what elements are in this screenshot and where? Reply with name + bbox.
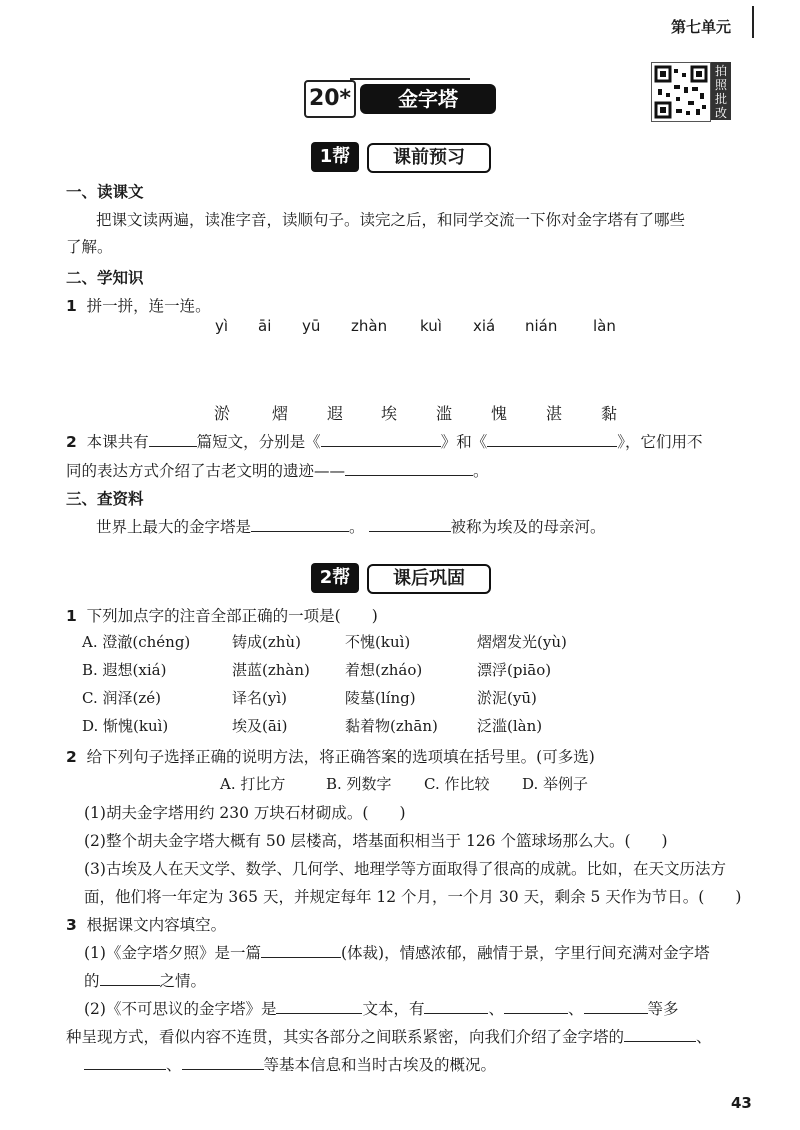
hanzi-item: 愧 — [491, 404, 508, 423]
fill-1-text-a: (1)《金字塔夕照》是一篇 — [84, 944, 261, 962]
option-b-2: 湛蓝(zhàn) — [232, 661, 310, 679]
option-b-4: 漂浮(piāo) — [477, 661, 552, 679]
option-c-2: 译名(yì) — [232, 689, 287, 707]
answer-blank[interactable] — [624, 1027, 696, 1042]
part3-text — [96, 515, 606, 537]
question-text: 拼一拼，连一连。 — [86, 297, 211, 315]
hanzi-item: 遐 — [327, 404, 344, 423]
part3-heading: 三、查资料 — [66, 490, 144, 508]
page-number: 43 — [731, 1094, 752, 1112]
hanzi-item: 黏 — [601, 404, 618, 423]
fill-2-line1 — [84, 997, 679, 1019]
photo-grading-label: 拍照批改 — [711, 62, 731, 120]
review-question-3 — [66, 913, 226, 935]
fill-1-text-d: 之情。 — [159, 972, 207, 990]
option-a-4: 熠熠发光(yù) — [477, 633, 567, 651]
choice-d: D. 举例子 — [522, 775, 589, 793]
unit-label: 第七单元 — [671, 18, 732, 36]
hanzi-item: 埃 — [381, 404, 398, 423]
section-badge-number: 1帮 — [311, 142, 359, 172]
fill-2-text-e: 等多 — [647, 1000, 679, 1018]
fill-2-sep: 、 — [166, 1056, 182, 1074]
answer-blank[interactable] — [424, 999, 488, 1014]
question-1 — [66, 294, 211, 316]
question-number: 2 — [66, 433, 77, 451]
q2-text-d: 》，它们用不 — [617, 433, 703, 451]
answer-blank[interactable] — [321, 432, 441, 447]
pinyin-item: yū — [302, 317, 321, 335]
sentence-2: (2)整个胡夫金字塔大概有 50 层楼高，塔基面积相当于 126 个篮球场那么大。( ) — [84, 832, 668, 850]
section-badge-number: 2帮 — [311, 563, 359, 593]
part2-heading: 二、学知识 — [66, 269, 144, 287]
option-d-4: 泛滥(làn) — [477, 717, 543, 735]
pinyin-item: làn — [593, 317, 616, 335]
section-badge-review — [311, 563, 491, 593]
q2-text-c: 》和《 — [440, 433, 488, 451]
fill-2-sep: 、 — [488, 1000, 504, 1018]
fill-2-text-i: 等基本信息和当时古埃及的概况。 — [263, 1056, 497, 1074]
answer-blank[interactable] — [149, 432, 197, 447]
title-decoration — [350, 78, 470, 80]
question-number: 3 — [66, 916, 77, 934]
hanzi-item: 湛 — [546, 404, 563, 423]
fill-2-text-a: (2)《不可思议的金字塔》是 — [84, 1000, 277, 1018]
fill-1-text-b: (体裁)，情感浓郁，融情于景，字里行间充满对金字塔 — [340, 944, 710, 962]
answer-blank[interactable] — [369, 517, 451, 532]
answer-blank[interactable] — [100, 971, 160, 986]
fill-1-line2 — [84, 969, 206, 991]
answer-blank[interactable] — [84, 1055, 166, 1070]
pinyin-item: yì — [215, 317, 229, 335]
answer-blank[interactable] — [584, 999, 648, 1014]
answer-blank[interactable] — [276, 999, 362, 1014]
section-badge-label: 课后巩固 — [367, 564, 491, 594]
fill-2-text-b: 文本，有 — [362, 1000, 425, 1018]
choice-c: C. 作比较 — [424, 775, 490, 793]
fill-1-text-c: 的 — [84, 972, 100, 990]
question-number: 2 — [66, 748, 77, 766]
q2-text-b: 篇短文，分别是《 — [196, 433, 321, 451]
choice-a: A. 打比方 — [220, 775, 286, 793]
part1-text-line1: 把课文读两遍，读准字音，读顺句子。读完之后，和同学交流一下你对金字塔有了哪些 — [96, 211, 686, 229]
hanzi-item: 滥 — [436, 404, 453, 423]
answer-blank[interactable] — [251, 517, 349, 532]
q2-line2-end: 。 — [473, 462, 489, 480]
lesson-title: 金字塔 — [360, 84, 496, 114]
answer-blank[interactable] — [345, 461, 473, 476]
question-text: 根据课文内容填空。 — [86, 916, 227, 934]
answer-blank[interactable] — [487, 432, 617, 447]
sentence-1: (1)胡夫金字塔用约 230 万块石材砌成。( ) — [84, 804, 406, 822]
question-2 — [66, 430, 702, 452]
option-b-3: 着想(zháo) — [345, 661, 423, 679]
option-a-1: A. 澄澈(chéng) — [82, 633, 191, 651]
fill-1-line1 — [84, 941, 710, 963]
question-number: 1 — [66, 297, 77, 315]
part3-text-b: 。 — [349, 518, 365, 536]
question-2-line2 — [66, 459, 489, 481]
fill-2-text-f: 种呈现方式，看似内容不连贯，其实各部分之间联系紧密，向我们介绍了金字塔的 — [66, 1028, 625, 1046]
fill-2-line2 — [66, 1025, 712, 1047]
part1-text-line2: 了解。 — [66, 238, 113, 256]
section-badge-label: 课前预习 — [367, 143, 491, 173]
option-c-3: 陵墓(líng) — [345, 689, 416, 707]
option-b-1: B. 遐想(xiá) — [82, 661, 167, 679]
review-question-2 — [66, 745, 595, 767]
answer-blank[interactable] — [182, 1055, 264, 1070]
option-d-1: D. 惭愧(kuì) — [82, 717, 169, 735]
lesson-title-block — [300, 76, 500, 120]
choice-b: B. 列数字 — [326, 775, 392, 793]
answer-blank[interactable] — [504, 999, 568, 1014]
pinyin-item: nián — [525, 317, 558, 335]
review-question-1 — [66, 604, 378, 626]
part3-text-a: 世界上最大的金字塔是 — [96, 518, 252, 536]
lesson-number: 20* — [304, 80, 356, 118]
question-number: 1 — [66, 607, 77, 625]
sentence-3-line1: (3)古埃及人在天文学、数学、几何学、地理学等方面取得了很高的成就。比如，在天文历法方 — [84, 860, 726, 878]
answer-blank[interactable] — [261, 943, 341, 958]
option-a-2: 铸成(zhù) — [232, 633, 301, 651]
qr-code-icon[interactable] — [651, 62, 711, 122]
option-c-4: 淤泥(yū) — [477, 689, 537, 707]
fill-2-sep: 、 — [568, 1000, 584, 1018]
fill-2-sep: 、 — [696, 1028, 712, 1046]
option-d-3: 黏着物(zhān) — [345, 717, 438, 735]
option-a-3: 不愧(kuì) — [345, 633, 411, 651]
pinyin-item: āi — [258, 317, 272, 335]
sentence-3-line2: 面，他们将一年定为 365 天，并规定每年 12 个月，一个月 30 天，剩余 5 天作为节日。( ) — [84, 888, 742, 906]
q2-text-a: 本课共有 — [86, 433, 149, 451]
q2-line2-text: 同的表达方式介绍了古老文明的遗迹—— — [66, 462, 346, 480]
section-badge-preview — [311, 142, 491, 172]
question-text: 下列加点字的注音全部正确的一项是( ) — [86, 607, 378, 625]
part3-text-c: 被称为埃及的母亲河。 — [450, 518, 606, 536]
fill-2-line3 — [84, 1053, 496, 1075]
question-text: 给下列句子选择正确的说明方法，将正确答案的选项填在括号里。(可多选) — [86, 748, 595, 766]
part1-heading: 一、读课文 — [66, 183, 144, 201]
option-c-1: C. 润泽(zé) — [82, 689, 161, 707]
pinyin-item: xiá — [473, 317, 496, 335]
header-divider — [752, 6, 754, 38]
pinyin-item: zhàn — [351, 317, 388, 335]
hanzi-item: 淤 — [214, 404, 231, 423]
pinyin-item: kuì — [420, 317, 442, 335]
option-d-2: 埃及(āi) — [232, 717, 288, 735]
hanzi-item: 熠 — [272, 404, 289, 423]
